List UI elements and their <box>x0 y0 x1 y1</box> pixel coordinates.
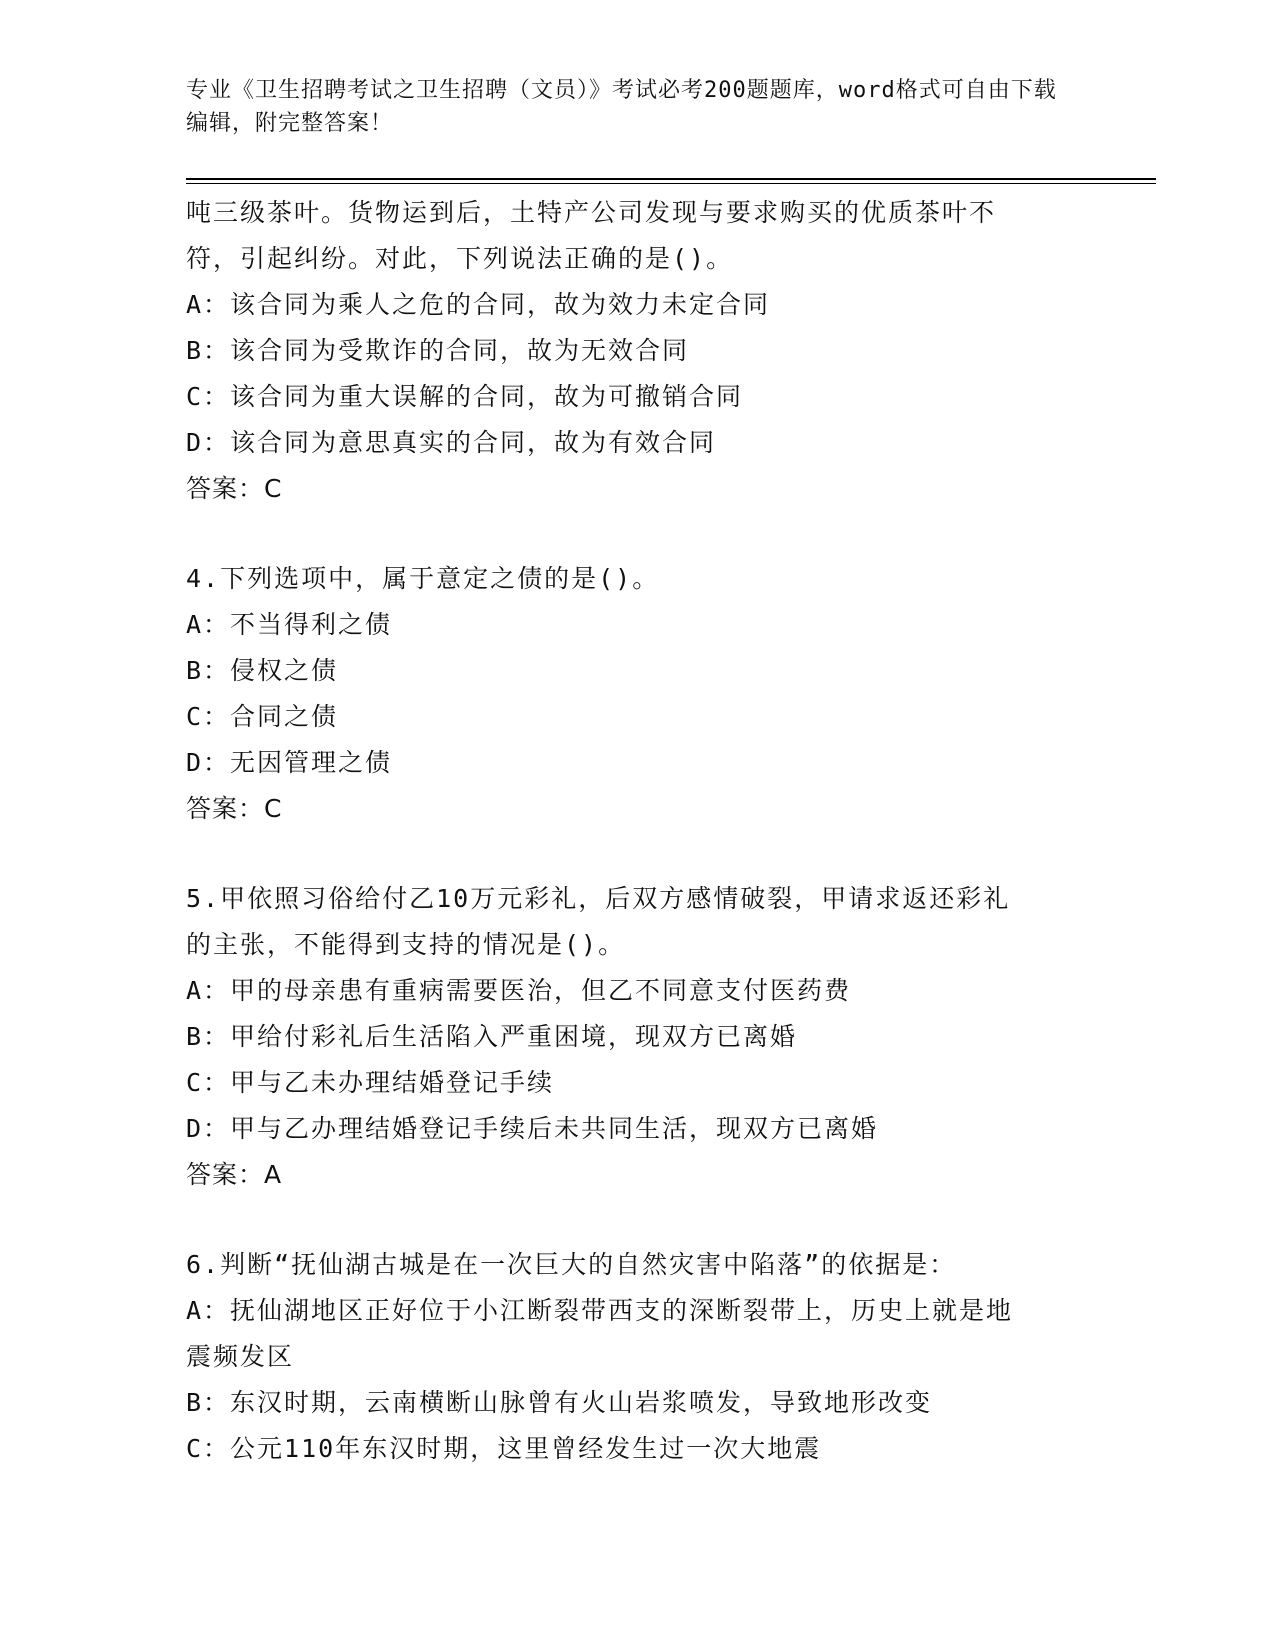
question-3-continuation <box>186 190 1066 512</box>
spacer <box>186 832 1066 876</box>
question-4 <box>186 556 1066 832</box>
header-rule-thin <box>186 183 1156 184</box>
option-c: C：合同之债 <box>186 702 339 731</box>
question-text-line: 吨三级茶叶。货物运到后，土特产公司发现与要求购买的优质茶叶不 <box>186 198 997 227</box>
option-d: D：甲与乙办理结婚登记手续后未共同生活，现双方已离婚 <box>186 1114 879 1143</box>
option-c: C：甲与乙未办理结婚登记手续 <box>186 1068 555 1097</box>
option-b: B：该合同为受欺诈的合同，故为无效合同 <box>186 336 690 365</box>
question-text-line: 4.下列选项中，属于意定之债的是()。 <box>186 564 660 593</box>
option-c: C：该合同为重大误解的合同，故为可撤销合同 <box>186 382 744 411</box>
answer-line: 答案：C <box>186 474 283 503</box>
document-header: 专业《卫生招聘考试之卫生招聘（文员）》考试必考200题题库，word格式可自由下载编辑，附完整答案！ <box>186 78 1057 136</box>
header-rule-thick <box>186 178 1156 180</box>
question-text-line: 5.甲依照习俗给付乙10万元彩礼，后双方感情破裂，甲请求返还彩礼 <box>186 884 1011 913</box>
question-6 <box>186 1242 1066 1472</box>
option-a: A：该合同为乘人之危的合同，故为效力未定合同 <box>186 290 771 319</box>
option-b: B：东汉时期，云南横断山脉曾有火山岩浆喷发，导致地形改变 <box>186 1388 933 1417</box>
option-a-continued: 震频发区 <box>186 1342 295 1371</box>
option-a: A：甲的母亲患有重病需要医治，但乙不同意支付医药费 <box>186 976 852 1005</box>
option-b: B：侵权之债 <box>186 656 339 685</box>
option-c: C：公元110年东汉时期，这里曾经发生过一次大地震 <box>186 1434 822 1463</box>
question-text-line: 符，引起纠纷。对此，下列说法正确的是()。 <box>186 244 734 273</box>
option-d: D：无因管理之债 <box>186 748 393 777</box>
option-a: A：抚仙湖地区正好位于小江断裂带西支的深断裂带上，历史上就是地 <box>186 1296 1014 1325</box>
question-text-line: 的主张，不能得到支持的情况是()。 <box>186 930 626 959</box>
question-5 <box>186 876 1066 1198</box>
option-b: B：甲给付彩礼后生活陷入严重困境，现双方已离婚 <box>186 1022 798 1051</box>
question-content <box>186 190 1066 1472</box>
spacer <box>186 512 1066 556</box>
option-d: D：该合同为意思真实的合同，故为有效合同 <box>186 428 717 457</box>
option-a: A：不当得利之债 <box>186 610 393 639</box>
answer-line: 答案：A <box>186 1160 283 1189</box>
answer-line: 答案：C <box>186 794 283 823</box>
question-text-line: 6.判断“抚仙湖古城是在一次巨大的自然灾害中陷落”的依据是： <box>186 1250 957 1279</box>
spacer <box>186 1198 1066 1242</box>
